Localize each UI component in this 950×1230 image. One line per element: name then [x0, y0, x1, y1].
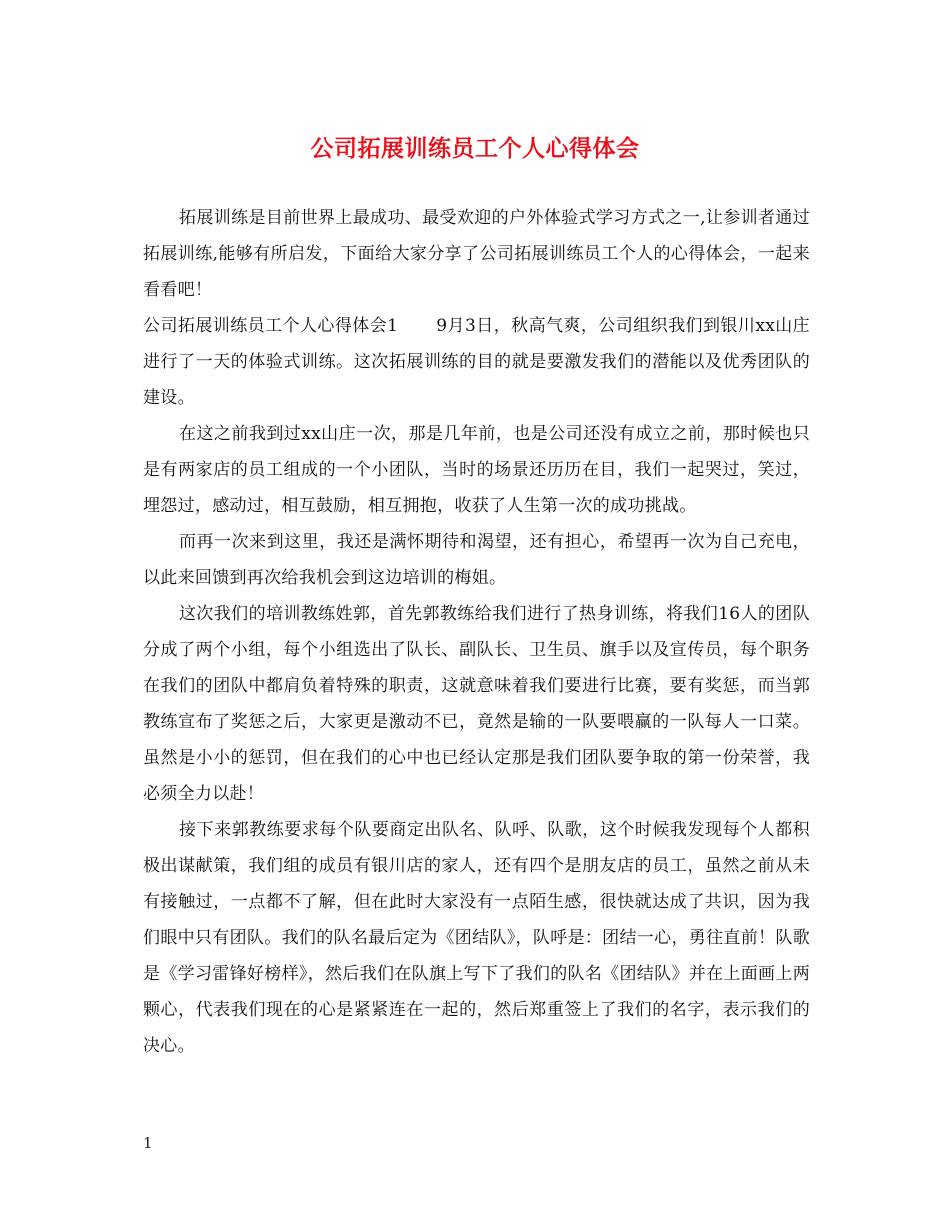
intro-paragraph: 拓展训练是目前世界上最成功、最受欢迎的户外体验式学习方式之一,让参训者通过拓展训练,能够有所启发，下面给大家分享了公司拓展训练员工个人的心得体会，一起来看看吧！ [143, 208, 810, 300]
body-paragraph-3: 这次我们的培训教练姓郭，首先郭教练给我们进行了热身训练，将我们16人的团队分成了两个小组，每个小组选出了队长、副队长、卫生员、旗手以及宣传员，每个职务在我们的团队中都肩负着特殊的职责，这就意味着我们要进行比赛，要有奖惩，而当郭教练宣布了奖惩之后，大家更是激动不已，竟然是输的一队要喂赢的一队每人一口菜。虽然是小小的惩罚，但在我们的心中也已经认定那是我们团队要争取的第一份荣誉，我必须全力以赴！ [143, 604, 810, 804]
document-title: 公司拓展训练员工个人心得体会 [310, 135, 640, 162]
document-body [143, 200, 810, 1064]
page-number: 1 [143, 1134, 153, 1152]
section-heading: 公司拓展训练员工个人心得体会1 [143, 316, 399, 336]
body-paragraph-2: 而再一次来到这里，我还是满怀期待和渴望，还有担心，希望再一次为自己充电，以此来回馈到再次给我机会到这边培训的梅姐。 [143, 532, 810, 588]
section-first-text: 9月3日，秋高气爽，公司组织我们到银川xx山庄进行了一天的体验式训练。这次拓展训练的目的就是要激发我们的潜能以及优秀团队的建设。 [143, 316, 810, 408]
section-paragraph [143, 308, 810, 416]
body-paragraph-1: 在这之前我到过xx山庄一次，那是几年前，也是公司还没有成立之前，那时候也只是有两家店的员工组成的一个小团队，当时的场景还历历在目，我们一起哭过，笑过，埋怨过，感动过，相互鼓励，相互拥抱，收获了人生第一次的成功挑战。 [143, 424, 810, 516]
body-paragraph-4: 接下来郭教练要求每个队要商定出队名、队呼、队歌，这个时候我发现每个人都积极出谋献策，我们组的成员有银川店的家人，还有四个是朋友店的员工，虽然之前从未有接触过，一点都不了解，但在此时大家没有一点陌生感，很快就达成了共识，因为我们眼中只有团队。我们的队名最后定为《团结队》，队呼是：团结一心，勇往直前！队歌是《学习雷锋好榜样》，然后我们在队旗上写下了我们的队名《团结队》并在上面画上两颗心，代表我们现在的心是紧紧连在一起的，然后郑重签上了我们的名字，表示我们的决心。 [143, 820, 810, 1056]
